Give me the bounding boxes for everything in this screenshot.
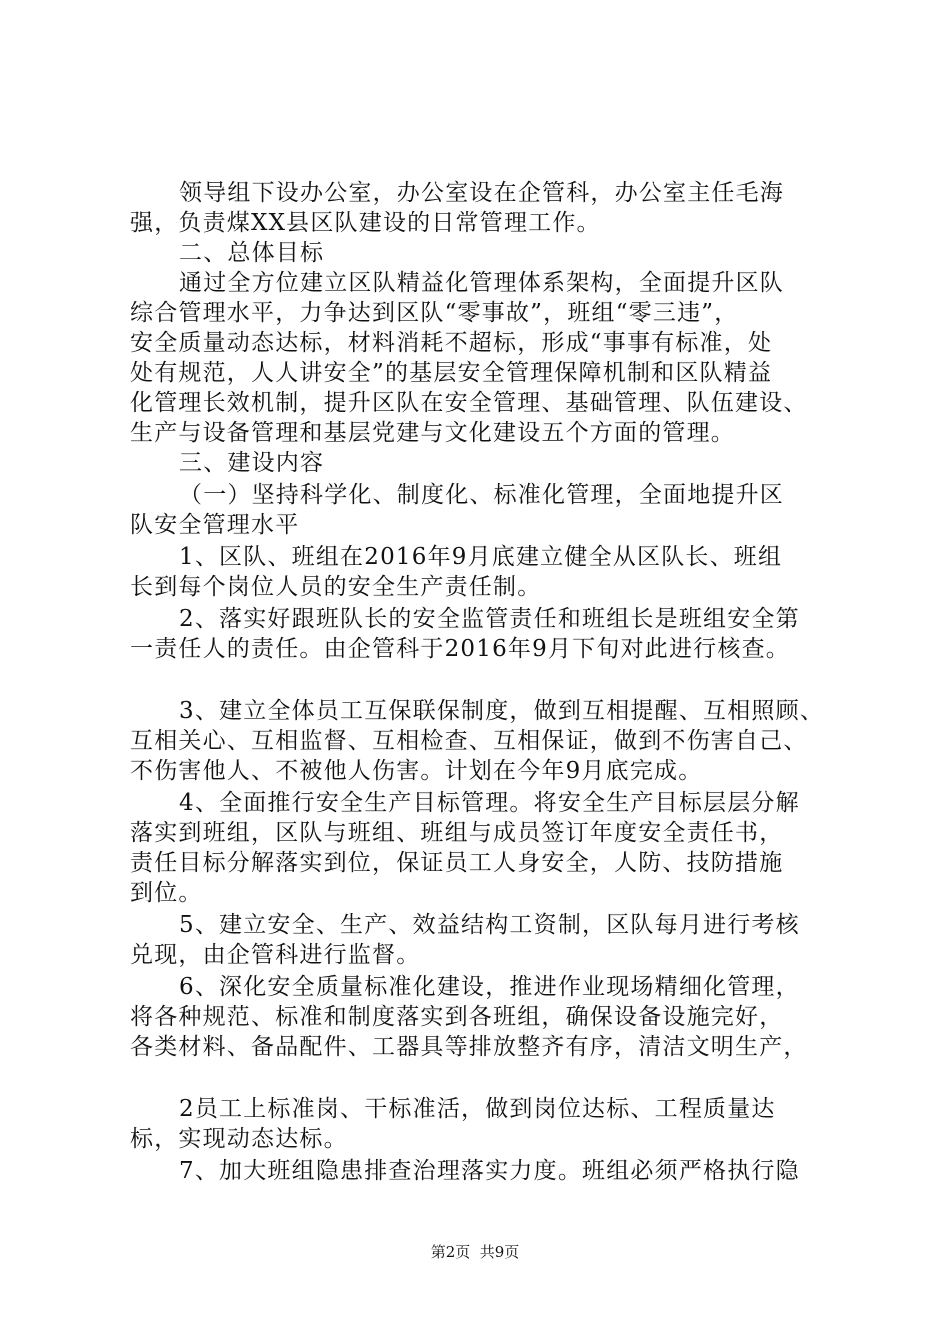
text-line: 不伤害他人、不被他人伤害。计划在今年9月底完成。 [130, 758, 703, 784]
text-line: 5、建立安全、生产、效益结构工资制，区队每月进行考核 [179, 912, 800, 938]
text-line: 3、建立全体员工互保联保制度，做到互相提醒、互相照顾、 [179, 698, 825, 724]
text-line: 处有规范，人人讲安全”的基层安全管理保障机制和区队精益 [130, 360, 773, 386]
text-line: 7、加大班组隐患排查治理落实力度。班组必须严格执行隐 [179, 1158, 800, 1184]
text-line: 一责任人的责任。由企管科于2016年9月下旬对此进行核查。 [130, 636, 790, 662]
text-line: 队安全管理水平 [130, 512, 300, 538]
text-line: 通过全方位建立区队精益化管理体系架构，全面提升区队 [179, 270, 784, 296]
text-line: 各类材料、备品配件、工器具等排放整齐有序，清洁文明生产， [130, 1034, 808, 1060]
text-line: 领导组下设办公室，办公室设在企管科，办公室主任毛海 [179, 180, 784, 206]
text-line: 化管理长效机制，提升区队在安全管理、基础管理、队伍建设、 [130, 390, 808, 416]
text-line: 综合管理水平，力争达到区队“零事故”，班组“零三违”， [130, 300, 739, 326]
text-line: 落实到班组，区队与班组、班组与成员签订年度安全责任书， [130, 820, 784, 846]
text-line: 1、区队、班组在2016年9月底建立健全从区队长、班组 [179, 544, 783, 570]
text-line: 互相关心、互相监督、互相检查、互相保证，做到不伤害自己、 [130, 728, 808, 754]
section-heading: 三、建设内容 [179, 450, 325, 476]
text-line: 责任目标分解落实到位，保证员工人身安全，人防、技防措施 [130, 850, 784, 876]
text-line: 兑现，由企管科进行监督。 [130, 942, 421, 968]
section-heading: 二、总体目标 [179, 240, 325, 266]
text-line: 6、深化安全质量标准化建设，推进作业现场精细化管理， [179, 974, 800, 1000]
page-number-footer: 第2页 共9页 [430, 1243, 520, 1261]
text-line: 2员工上标准岗、干标准活，做到岗位达标、工程质量达 [179, 1096, 776, 1122]
text-line: 到位。 [130, 880, 203, 906]
text-line: 生产与设备管理和基层党建与文化建设五个方面的管理。 [130, 420, 735, 446]
text-line: 标，实现动态达标。 [130, 1126, 348, 1152]
text-line: 4、全面推行安全生产目标管理。将安全生产目标层层分解 [179, 790, 800, 816]
subsection-heading: （一）坚持科学化、制度化、标准化管理，全面地提升区 [179, 482, 784, 508]
text-line: 将各种规范、标准和制度落实到各班组，确保设备设施完好， [130, 1004, 784, 1030]
text-line: 安全质量动态达标，材料消耗不超标，形成“事事有标准，处 [130, 330, 773, 356]
text-line: 2、落实好跟班队长的安全监管责任和班组长是班组安全第 [179, 606, 800, 632]
text-line: 长到每个岗位人员的安全生产责任制。 [130, 574, 542, 600]
text-line: 强，负责煤XX县区队建设的日常管理工作。 [130, 210, 601, 236]
